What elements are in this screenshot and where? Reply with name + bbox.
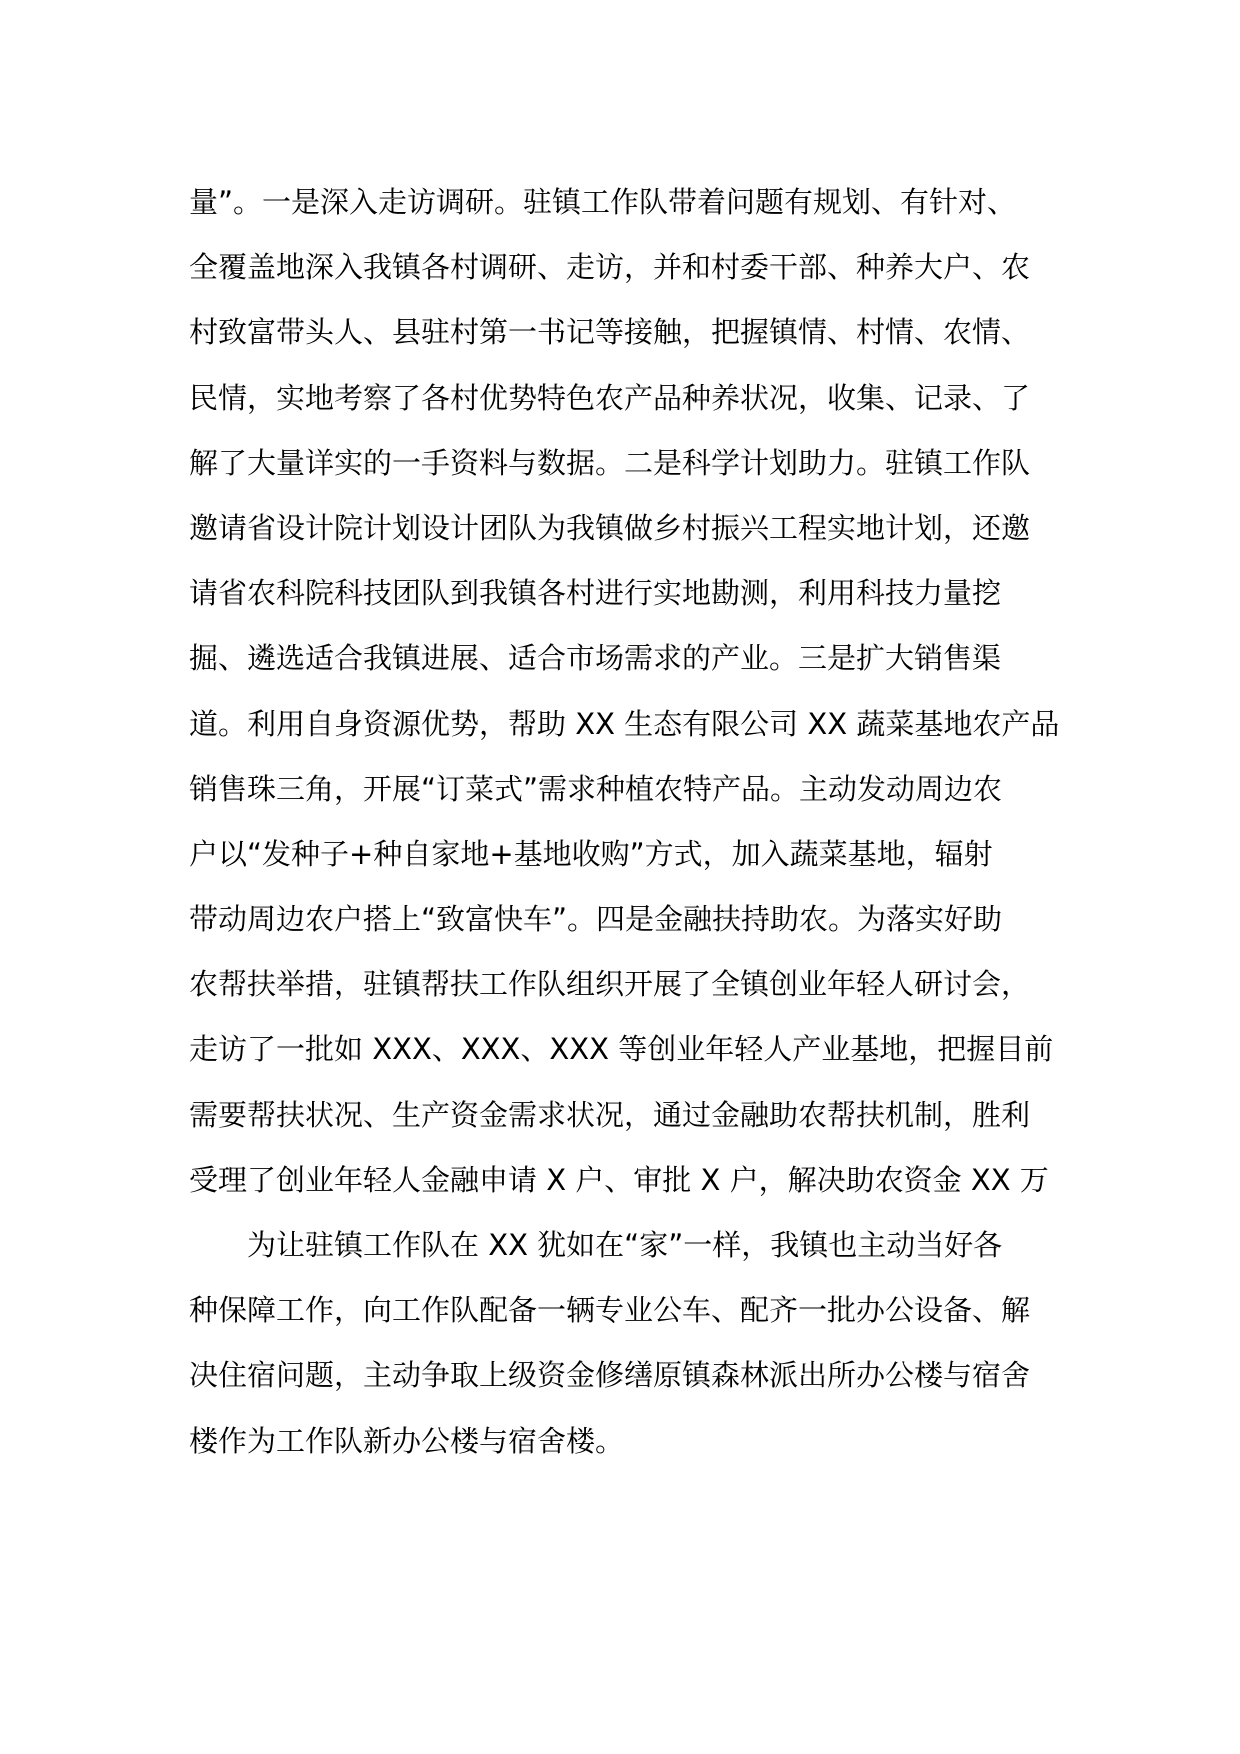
text-line: 决住宿问题，主动争取上级资金修缮原镇森林派出所办公楼与宿舍 [189,1358,1031,1393]
text-line: 销售珠三角，开展“订菜式”需求种植农特产品。主动发动周边农 [189,771,1003,806]
text-line: 邀请省设计院计划设计团队为我镇做乡村振兴工程实地计划，还邀 [189,510,1031,545]
text-line: 走访了一批如 XXX、XXX、XXX 等创业年轻人产业基地，把握目前 [189,1032,1054,1067]
text-line: 农帮扶举措，驻镇帮扶工作队组织开展了全镇创业年轻人研讨会， [189,967,1031,1002]
text-line: 量”。一是深入走访调研。驻镇工作队带着问题有规划、有针对、 [189,185,1017,219]
text-line: 民情，实地考察了各村优势特色农产品种养状况，收集、记录、了 [189,380,1031,415]
text-line: 掘、遴选适合我镇进展、适合市场需求的产业。三是扩大销售渠 [189,641,1002,676]
text-line: 村致富带头人、县驻村第一书记等接触，把握镇情、村情、农情、 [189,315,1031,350]
text-line: 楼作为工作队新办公楼与宿舍楼。 [189,1423,625,1458]
text-line: 解了大量详实的一手资料与数据。二是科学计划助力。驻镇工作队 [189,445,1031,480]
text-line: 需要帮扶状况、生产资金需求状况，通过金融助农帮扶机制，胜利 [189,1097,1031,1132]
text-line: 请省农科院科技团队到我镇各村进行实地勘测，利用科技力量挖 [189,576,1002,611]
text-line: 种保障工作，向工作队配备一辆专业公车、配齐一批办公设备、解 [189,1293,1031,1328]
text-line: 道。利用自身资源优势，帮助 XX 生态有限公司 XX 蔬菜基地农产品 [189,706,1060,741]
text-line: 带动周边农户搭上“致富快车”。四是金融扶持助农。为落实好助 [189,902,1003,937]
text-line: 受理了创业年轻人金融申请 X 户、审批 X 户，解决助农资金 XX 万 [189,1162,1049,1197]
text-line: 全覆盖地深入我镇各村调研、走访，并和村委干部、种养大户、农 [189,250,1031,285]
body-text [189,170,1069,1474]
paragraph-start-line: 为让驻镇工作队在 XX 犹如在“家”一样，我镇也主动当好各 [247,1228,1003,1262]
text-line: 户以“发种子+种自家地+基地收购”方式，加入蔬菜基地，辐射 [189,836,993,871]
